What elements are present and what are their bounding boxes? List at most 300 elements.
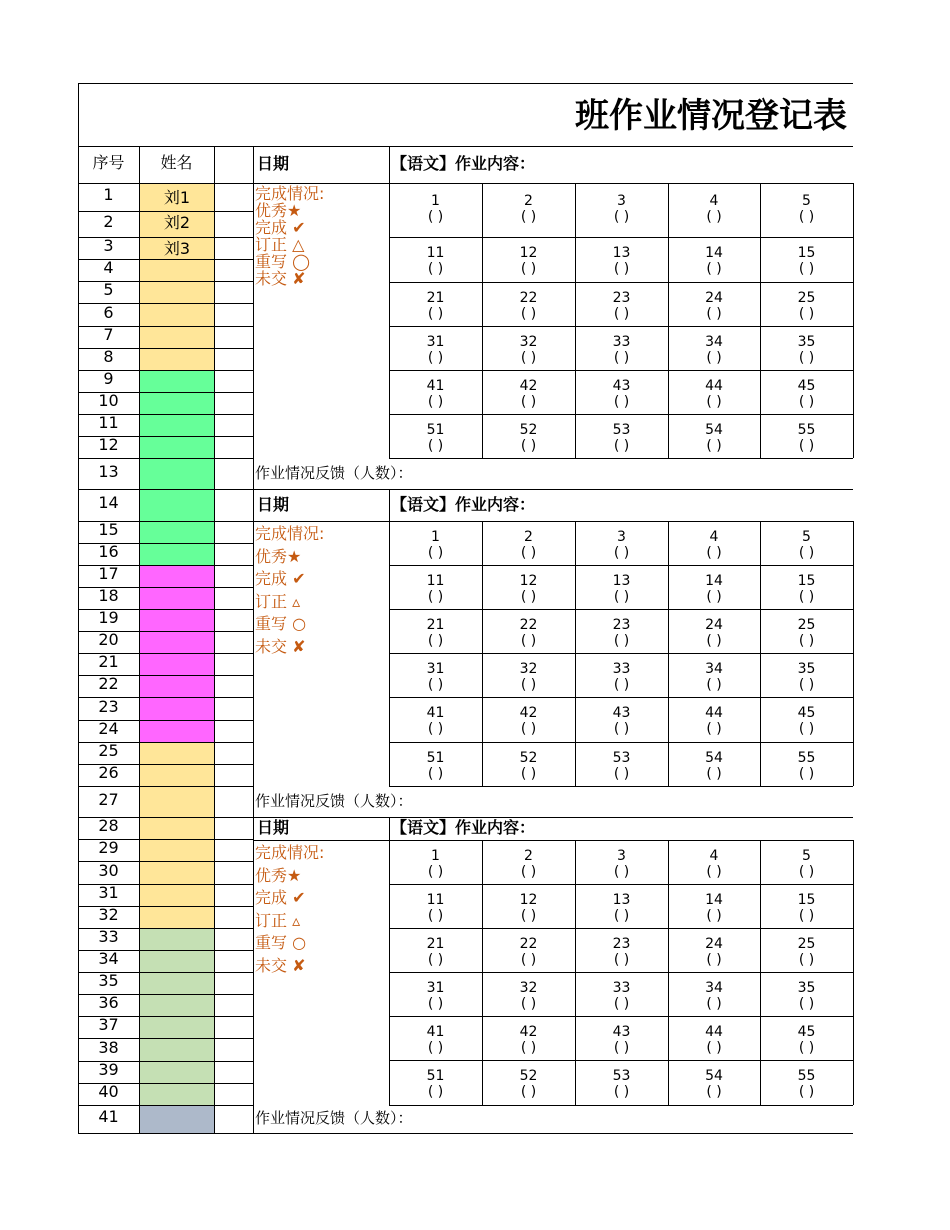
student-name-cell[interactable] [140,929,214,950]
homework-slot[interactable] [482,1024,575,1060]
homework-content-label[interactable]: 【语文】作业内容： [391,818,536,837]
slot-number: 52 [519,750,538,766]
seq-number: 16 [98,542,119,561]
student-name-cell[interactable] [140,588,214,609]
homework-slot[interactable] [482,245,575,282]
student-name-cell[interactable]: 刘2 [140,212,214,237]
slot-mark-placeholder: ( ) [427,209,444,225]
student-name-cell[interactable] [140,544,214,565]
homework-slot[interactable] [760,245,853,282]
student-name-cell[interactable] [140,1017,214,1038]
homework-slot[interactable] [575,334,668,370]
homework-slot[interactable] [389,980,482,1016]
homework-slot[interactable] [668,705,760,742]
slot-mark-placeholder: ( ) [798,766,815,782]
homework-slot[interactable] [760,848,853,884]
student-name-cell[interactable] [140,327,214,348]
slot-mark-placeholder: ( ) [613,864,630,880]
seq-number: 37 [98,1015,119,1034]
grid-hline [78,817,253,818]
homework-slot[interactable] [668,661,760,697]
homework-slot[interactable] [389,290,482,326]
slot-number: 4 [709,193,719,209]
extra-column-cell[interactable] [215,610,253,631]
grid-hline [78,211,253,212]
slot-number: 31 [426,334,445,350]
extra-column-cell[interactable] [215,212,253,237]
extra-column-cell[interactable] [215,721,253,742]
student-name-cell[interactable] [140,393,214,414]
extra-column-cell[interactable] [215,787,253,817]
homework-slot[interactable] [668,980,760,1016]
slot-number: 11 [426,573,445,589]
slot-mark-placeholder: ( ) [706,209,722,225]
student-name-cell[interactable] [140,1039,214,1061]
homework-slot[interactable] [389,529,482,565]
extra-column-cell[interactable] [215,459,253,489]
homework-slot[interactable] [668,529,760,565]
grid-hline [78,458,253,459]
extra-column-cell[interactable] [215,437,253,458]
extra-column-cell[interactable] [215,676,253,697]
slot-number: 43 [612,1024,631,1040]
homework-slot[interactable] [760,1024,853,1060]
slot-mark-placeholder: ( ) [427,908,444,924]
slot-mark-placeholder: ( ) [427,996,444,1012]
extra-column-cell[interactable] [215,544,253,565]
slot-number: 42 [519,378,538,394]
student-name-cell[interactable] [140,522,214,543]
slot-mark-placeholder: ( ) [427,306,444,322]
student-name-cell[interactable] [140,304,214,326]
homework-slot[interactable] [668,378,760,414]
slot-mark-placeholder: ( ) [613,952,630,968]
slot-number: 35 [797,980,816,996]
homework-slot[interactable] [668,936,760,972]
date-label: 日期 [257,818,290,837]
extra-column-cell[interactable] [215,654,253,675]
slot-number: 44 [705,378,723,394]
homework-slot[interactable] [389,936,482,972]
slot-number: 15 [797,245,816,261]
grid-hline [78,742,253,743]
homework-slot[interactable] [668,193,760,239]
homework-slot[interactable] [482,936,575,972]
slot-mark-placeholder: ( ) [613,261,630,277]
slot-mark-placeholder: ( ) [798,306,815,322]
student-name-cell[interactable] [140,840,214,861]
homework-slot[interactable] [389,892,482,928]
legend-title: 完成情况: [255,843,325,862]
homework-slot[interactable] [760,936,853,972]
grid-hline [389,370,853,371]
grid-hline [78,928,253,929]
slot-mark-placeholder: ( ) [706,677,722,693]
extra-column-cell[interactable] [215,885,253,906]
slot-number: 12 [519,892,538,908]
extra-column-cell[interactable] [215,907,253,928]
homework-slot[interactable] [575,705,668,742]
grid-hline [78,764,253,765]
feedback-label: 作业情况反馈（人数）： [255,792,413,810]
seq-number: 28 [98,816,119,835]
date-label: 日期 [257,495,290,514]
grid-hline [78,786,253,787]
slot-mark-placeholder: ( ) [613,394,630,410]
homework-slot[interactable] [760,334,853,370]
extra-column-cell[interactable] [215,1039,253,1061]
homework-slot[interactable] [389,573,482,609]
completion-legend [255,185,387,456]
student-name-cell[interactable] [140,282,214,303]
student-name-cell[interactable] [140,566,214,587]
student-name-cell[interactable] [140,787,214,817]
extra-column-cell[interactable] [215,1062,253,1083]
homework-slot[interactable] [389,848,482,884]
slot-mark-placeholder: ( ) [427,766,444,782]
student-name-cell[interactable] [140,951,214,972]
homework-slot[interactable] [389,193,482,239]
homework-slot[interactable] [575,661,668,697]
homework-slot[interactable] [575,422,668,458]
seq-number: 4 [103,258,114,277]
homework-slot[interactable] [760,529,853,565]
seq-number: 33 [98,927,119,946]
extra-column-cell[interactable] [215,1106,253,1133]
student-name-cell[interactable] [140,415,214,436]
seq-number: 19 [98,608,119,627]
homework-slot[interactable] [760,892,853,928]
student-name-cell[interactable] [140,260,214,281]
extra-column-cell[interactable] [215,304,253,326]
homework-slot[interactable] [575,529,668,565]
grid-hline [78,884,253,885]
homework-slot[interactable] [482,750,575,786]
homework-slot[interactable] [575,617,668,653]
slot-mark-placeholder: ( ) [427,1084,444,1100]
grid-hline [78,237,253,238]
student-name-cell[interactable] [140,654,214,675]
extra-column-cell[interactable] [215,743,253,764]
slot-number: 41 [426,705,445,721]
slot-mark-placeholder: ( ) [798,350,815,366]
slot-number: 21 [426,617,445,633]
grid-hline [78,839,253,840]
homework-slot[interactable] [482,892,575,928]
seq-number: 23 [98,697,119,716]
homework-slot[interactable] [760,750,853,786]
seq-number: 18 [98,586,119,605]
extra-column-cell[interactable] [215,184,253,211]
legend-missing: 未交 ✘ [255,636,306,656]
homework-slot[interactable] [389,617,482,653]
grid-hline [253,183,853,184]
slot-number: 52 [519,422,538,438]
student-name-cell[interactable] [140,973,214,994]
slot-number: 31 [426,980,445,996]
homework-slot[interactable] [668,892,760,928]
homework-slot[interactable] [389,1068,482,1105]
extra-column-cell[interactable] [215,818,253,839]
grid-hline [78,543,253,544]
slot-number: 2 [524,193,533,209]
student-name-cell[interactable] [140,371,214,392]
grid-hline [78,1105,253,1106]
homework-slot[interactable] [668,617,760,653]
feedback-label: 作业情况反馈（人数）： [255,1109,413,1127]
grid-vline [853,521,854,786]
homework-slot[interactable] [482,848,575,884]
extra-column-cell[interactable] [215,566,253,587]
slot-mark-placeholder: ( ) [520,633,537,649]
homework-slot[interactable] [575,980,668,1016]
slot-mark-placeholder: ( ) [798,209,815,225]
student-name-cell[interactable] [140,1062,214,1083]
homework-slot[interactable] [389,422,482,458]
homework-slot[interactable] [575,290,668,326]
student-name-cell[interactable] [140,1106,214,1133]
homework-slot[interactable] [575,750,668,786]
extra-column-cell[interactable] [215,522,253,543]
grid-hline [78,1133,253,1134]
slot-mark-placeholder: ( ) [798,394,815,410]
grid-vline [760,183,761,458]
student-name-cell[interactable] [140,437,214,458]
slot-mark-placeholder: ( ) [706,908,722,924]
slot-number: 23 [612,936,631,952]
student-name-cell[interactable] [140,632,214,653]
slot-mark-placeholder: ( ) [798,677,815,693]
student-name-cell[interactable] [140,862,214,884]
homework-slot[interactable] [760,378,853,414]
seq-number: 1 [103,185,114,204]
seq-number: 22 [98,674,119,693]
extra-column-cell[interactable] [215,282,253,303]
grid-hline [78,183,253,184]
homework-slot[interactable] [389,1024,482,1060]
grid-vline [575,521,576,786]
extra-column-cell[interactable] [215,698,253,720]
grid-hline [78,1061,253,1062]
student-name-cell[interactable] [140,995,214,1016]
homework-slot[interactable] [575,892,668,928]
extra-column-cell[interactable] [215,490,253,521]
homework-slot[interactable] [482,1068,575,1105]
slot-number: 53 [612,1068,631,1084]
homework-slot[interactable] [575,936,668,972]
extra-column-cell[interactable] [215,951,253,972]
homework-slot[interactable] [668,290,760,326]
slot-mark-placeholder: ( ) [798,589,815,605]
seq-number: 25 [98,741,119,760]
student-name-cell[interactable] [140,349,214,370]
student-name-cell[interactable] [140,610,214,631]
homework-slot[interactable] [760,1068,853,1105]
extra-column-cell[interactable] [215,862,253,884]
slot-number: 25 [797,936,816,952]
homework-slot[interactable] [760,705,853,742]
seq-number: 24 [98,719,119,738]
grid-vline [482,840,483,1105]
homework-slot[interactable] [760,980,853,1016]
student-name-cell[interactable] [140,743,214,764]
grid-hline [78,653,253,654]
grid-hline [389,609,853,610]
student-name-cell[interactable] [140,698,214,720]
student-name-cell[interactable] [140,1084,214,1105]
homework-slot[interactable] [389,661,482,697]
slot-number: 13 [612,573,631,589]
grid-vline [760,521,761,786]
extra-column-cell[interactable] [215,415,253,436]
extra-column-cell[interactable] [215,349,253,370]
homework-slot[interactable] [389,378,482,414]
student-name-cell[interactable] [140,676,214,697]
slot-mark-placeholder: ( ) [613,306,630,322]
homework-slot[interactable] [575,1068,668,1105]
homework-slot[interactable] [668,750,760,786]
slot-number: 5 [802,193,811,209]
extra-column-cell[interactable] [215,995,253,1016]
grid-hline [78,565,253,566]
homework-slot[interactable] [389,705,482,742]
extra-column-cell[interactable] [215,238,253,259]
grid-hline [389,1016,853,1017]
homework-slot[interactable] [575,378,668,414]
grid-hline [389,414,853,415]
extra-column-cell[interactable] [215,260,253,281]
homework-slot[interactable] [760,290,853,326]
student-name-cell[interactable] [140,765,214,786]
homework-content-label[interactable]: 【语文】作业内容： [391,495,536,514]
homework-slot[interactable] [482,661,575,697]
extra-column-cell[interactable] [215,371,253,392]
homework-slot[interactable] [482,705,575,742]
extra-column-cell[interactable] [215,393,253,414]
grid-hline [389,928,853,929]
slot-mark-placeholder: ( ) [613,721,630,737]
student-name-cell[interactable] [140,459,214,489]
homework-slot[interactable] [389,334,482,370]
homework-slot[interactable] [482,193,575,239]
student-name-cell[interactable] [140,721,214,742]
slot-mark-placeholder: ( ) [520,545,537,561]
extra-column-cell[interactable] [215,588,253,609]
extra-column-cell[interactable] [215,1017,253,1038]
seq-number: 35 [98,971,119,990]
homework-slot[interactable] [482,378,575,414]
legend-correct: 订正 ▵ [255,591,301,611]
extra-column-cell[interactable] [215,327,253,348]
homework-slot[interactable] [482,422,575,458]
homework-slot[interactable] [760,422,853,458]
grid-hline [78,675,253,676]
student-name-cell[interactable] [140,490,214,521]
slot-mark-placeholder: ( ) [706,261,722,277]
slot-mark-placeholder: ( ) [706,1084,722,1100]
student-name-cell[interactable] [140,885,214,906]
grid-hline [78,697,253,698]
grid-vline [853,840,854,1105]
student-name-cell[interactable]: 刘1 [140,184,214,211]
slot-mark-placeholder: ( ) [427,864,444,880]
homework-slot[interactable] [760,617,853,653]
homework-slot[interactable] [482,980,575,1016]
homework-slot[interactable] [668,1068,760,1105]
student-name-cell[interactable]: 刘3 [140,238,214,259]
homework-slot[interactable] [575,573,668,609]
slot-mark-placeholder: ( ) [706,589,722,605]
homework-slot[interactable] [575,848,668,884]
legend-correct: 订正 ▵ [255,910,301,930]
homework-slot[interactable] [760,193,853,239]
slot-mark-placeholder: ( ) [520,766,537,782]
homework-slot[interactable] [482,617,575,653]
seq-number: 5 [103,280,114,299]
slot-number: 4 [709,848,719,864]
homework-slot[interactable] [668,1024,760,1060]
grid-vline [760,840,761,1105]
homework-slot[interactable] [389,750,482,786]
homework-slot[interactable] [482,290,575,326]
slot-number: 54 [705,422,723,438]
extra-column-cell[interactable] [215,973,253,994]
grid-hline [78,950,253,951]
slot-mark-placeholder: ( ) [613,438,630,454]
homework-slot[interactable] [482,573,575,609]
homework-content-label[interactable]: 【语文】作业内容： [391,154,536,173]
grid-vline [253,146,254,1133]
slot-mark-placeholder: ( ) [520,438,537,454]
seq-number: 3 [103,236,114,255]
homework-slot[interactable] [389,245,482,282]
extra-column-cell[interactable] [215,765,253,786]
slot-number: 25 [797,617,816,633]
homework-slot[interactable] [668,422,760,458]
homework-slot[interactable] [575,1024,668,1060]
homework-slot[interactable] [575,193,668,239]
slot-number: 13 [612,892,631,908]
slot-number: 24 [705,617,723,633]
extra-column-cell[interactable] [215,632,253,653]
grid-vline [668,183,669,458]
homework-slot[interactable] [668,573,760,609]
homework-slot[interactable] [760,573,853,609]
homework-slot[interactable] [668,334,760,370]
slot-mark-placeholder: ( ) [613,996,630,1012]
homework-slot[interactable] [668,848,760,884]
seq-number: 12 [98,435,119,454]
slot-number: 51 [426,750,445,766]
extra-column-cell[interactable] [215,929,253,950]
student-name-cell[interactable] [140,818,214,839]
slot-number: 41 [426,378,445,394]
slot-number: 45 [797,378,816,394]
extra-column-cell[interactable] [215,840,253,861]
homework-slot[interactable] [668,245,760,282]
homework-slot[interactable] [482,334,575,370]
seq-number: 15 [98,520,119,539]
slot-mark-placeholder: ( ) [798,721,815,737]
homework-slot[interactable] [482,529,575,565]
slot-mark-placeholder: ( ) [427,1040,444,1056]
homework-slot[interactable] [575,245,668,282]
slot-mark-placeholder: ( ) [706,394,722,410]
student-name-cell[interactable] [140,907,214,928]
slot-mark-placeholder: ( ) [520,1084,537,1100]
extra-column-cell[interactable] [215,1084,253,1105]
homework-slot[interactable] [760,661,853,697]
